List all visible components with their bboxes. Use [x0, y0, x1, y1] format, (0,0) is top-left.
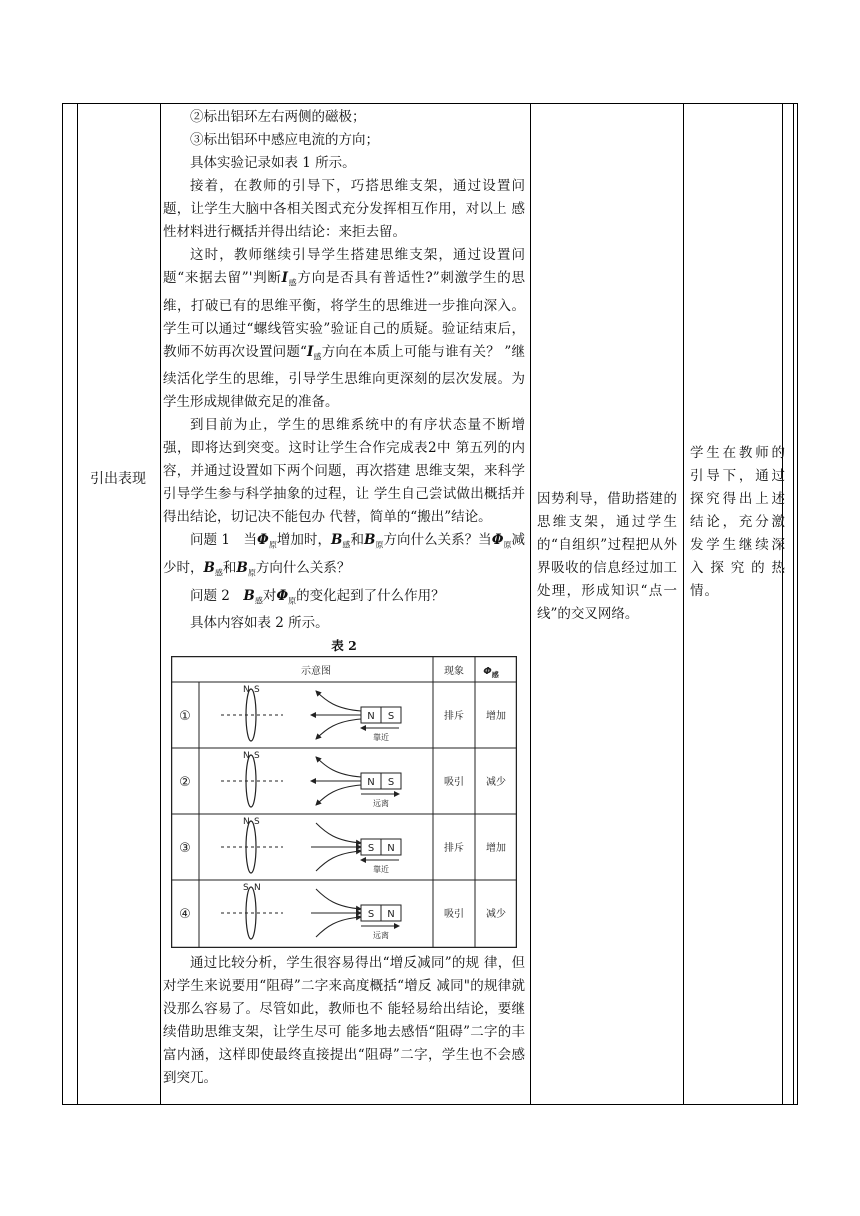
ring-pole-right: S [254, 685, 260, 696]
field-line [316, 917, 361, 937]
magnet-pole-left: S [367, 843, 375, 855]
question-1: 问题 1 当$\Phi_原$增加时，$B_感$和$B_原$方向什么关系？当$\Phi_原$减少时，$B_感$和$B_原$方向什么关系？ [163, 532, 526, 578]
motion-label: 远离 [373, 799, 389, 809]
paragraph: 具体实验记录如表 1 所示。 [190, 155, 356, 171]
table-2-title: 表 2 [331, 638, 357, 654]
field-line [316, 823, 361, 843]
table-2-figure [171, 656, 533, 948]
magnet-pole-left: N [367, 777, 375, 789]
teacher-note: 因势利导，借助搭建的思维支架，通过学生的“自组织”过程把从外界吸收的信息经过加工处理，形成知识“点一线”的交叉网络。 [537, 491, 677, 622]
motion-label: 靠近 [373, 733, 389, 743]
magnet-pole-left: S [367, 909, 375, 921]
motion-label: 靠近 [373, 865, 389, 875]
column-divider [782, 104, 783, 1104]
row-number: ④ [179, 907, 191, 923]
main-content [163, 106, 525, 1090]
column-divider [77, 104, 78, 1104]
paragraph: ②标出铝环左右两侧的磁极； [190, 109, 366, 125]
field-line [316, 785, 361, 805]
ring-pole-left: N [243, 751, 250, 762]
phi-change-value: 增加 [486, 711, 506, 723]
row-number: ② [179, 775, 191, 791]
phenomenon-value: 吸引 [444, 777, 464, 789]
row-number: ① [179, 709, 191, 725]
magnet-pole-right: S [387, 711, 395, 723]
phi-change-value: 减少 [486, 777, 506, 789]
ring-pole-right: S [254, 817, 260, 828]
column-divider [683, 104, 684, 1104]
phi-change-value: 增加 [486, 843, 506, 855]
paragraph: ③标出铝环中感应电流的方向； [190, 132, 379, 148]
ring-pole-right: N [254, 883, 261, 894]
field-line [316, 691, 361, 711]
column-divider [160, 104, 161, 1104]
field-line [316, 757, 361, 777]
paragraph: 到目前为止，学生的思维系统中的有序状态量不断增强，即将达到突变。这时让学生合作完成表2中 第五列的内容，并通过设置如下两个问题，再次搭建 思维支架，来科学引导学生参与科学抽象的过程，让 学生自己尝试做出概括并得出结论，切记决不能包办 代替，简单的“搬出”结论。 [163, 417, 525, 526]
row-number: ③ [179, 841, 191, 857]
table-2-svg [171, 656, 517, 948]
column-divider [530, 104, 531, 1104]
field-line [316, 851, 361, 871]
paragraph: 这时，教师继续引导学生搭建思维支架，通过设置问题“来据去留”'判断$I_感$方向是否具有普适性?”刺激学生的思维，打破已有的思维平衡，将学生的思维进一步推向深入。 学生可以通过“螺线管实验”验证自己的质疑。验证结束后，教师不妨再次设置问题“$I_感$方向在本质上可能与谁有关？ ”继续活化学生的思维，引导学生思维向更深刻的层次发展。为学生形成规律做充足的准备。 [163, 247, 526, 411]
ring-pole-right: S [254, 751, 260, 762]
paragraph: 具体内容如表 2 所示。 [190, 615, 329, 632]
magnet-pole-right: N [387, 909, 395, 921]
phenomenon-value: 排斥 [444, 711, 464, 723]
phenomenon-value: 排斥 [444, 843, 464, 855]
magnet-pole-right: S [387, 777, 395, 789]
ring-pole-left: N [243, 685, 250, 696]
magnet-pole-left: N [367, 711, 375, 723]
header-phi: $\Phi_感$ [483, 666, 499, 680]
student-note: 学生在教师的引导下，通过探究得出上述结论，充分激发学生继续深入探究的热情。 [690, 445, 786, 599]
paragraph: 通过比较分析，学生很容易得出“增反减同”的规 律，但对学生来说要用“阻碍”二字来高度概括“增反 减同"的规律就没那么容易了。尽管如此，教师也不 能轻易给出结论，要继续借助思维支架，让学生尽可 能多地去感悟“阻碍”二字的丰富内涵，这样即使最终直接提出“阻碍”二字，学生也不会感到突兀。 [163, 955, 525, 1087]
paragraph: 接着，在教师的引导下，巧搭思维支架，通过设置问题，让学生大脑中各相关图式充分发挥相互作用，对以上 感性材料进行概括并得出结论：来拒去留。 [163, 178, 525, 240]
magnet-pole-right: N [387, 843, 395, 855]
field-line [316, 719, 361, 739]
lesson-table [62, 103, 798, 1105]
column-divider [793, 104, 794, 1104]
phenomenon-value: 吸引 [444, 909, 464, 921]
header-phenomenon: 现象 [444, 666, 464, 678]
ring-pole-left: N [243, 817, 250, 828]
motion-label: 远离 [373, 931, 389, 941]
phi-change-value: 减少 [486, 909, 506, 921]
question-2: 问题 2 $B_感$对$\Phi_原$的变化起到了什么作用？ [190, 587, 445, 606]
field-line [316, 889, 361, 909]
row-label: 引出表现 [90, 471, 146, 487]
ring-pole-left: S [243, 883, 249, 894]
header-diagram: 示意图 [301, 666, 331, 678]
